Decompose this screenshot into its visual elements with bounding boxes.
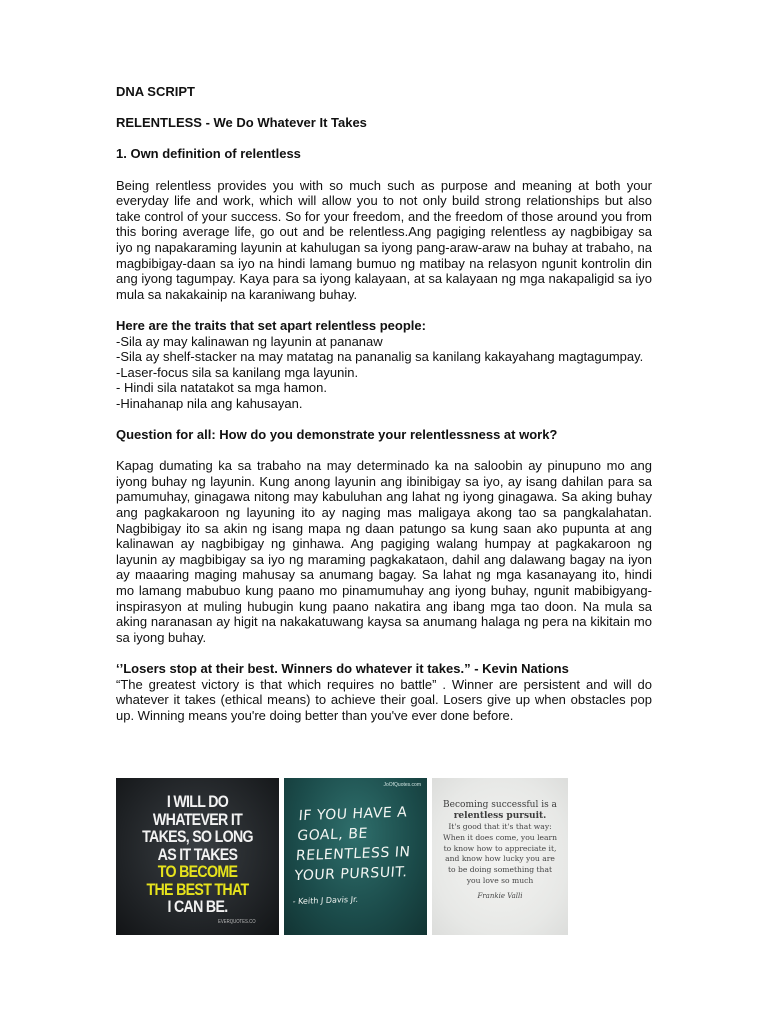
poster-line: YOUR PURSUIT. — [293, 864, 409, 885]
poster-line: RELENTLESS IN — [295, 844, 411, 865]
poster-line-highlight: THE BEST THAT — [146, 880, 249, 899]
poster-line: When it does come, you learn — [442, 832, 558, 842]
poster-line: IF YOU HAVE A — [298, 804, 408, 825]
answer-paragraph: Kapag dumating ka sa trabaho na may determinado ka na saloobin ay pinupuno mo ang iyong buhay ng layunin. Kung anong layunin ang ibinibigay sa iyo, ay isang dahilan para sa pamumuhay, ginagawa nitong may kabuluhan ang lahat ng iyong ginagawa. Sa aking buhay ang pagkakaroon ng layuning ito ay naging mas maligaya akong tao sa pangkalahatan. Nagbibigay ito sa akin ng isang mapa ng daan patungo sa kung saan ako pupunta at ang kalinawan ay nagbibigay ng ginhawa. Ang pagiging walang humpay at pagkakaroon ng layunin ay magbibigay sa iyo ng maraming pagkakataon, dahil ang dalawang bagay na iyon ay maaaring maging mahusay sa anumang bagay. Sa lahat ng mga kasanayang ito, hindi mo lamang mabubuo kung paano mo pinamumuhay ang iyong buhay, ngunit mabibigyang-inspirasyon at muling hubugin kung paano nakatira ang ibang mga tao doon. Na mula sa aking naranasan ay higit na nakakatuwang kaysa sa anumang halaga ng pera na kikitain mo sa iyong buhay. — [116, 458, 652, 645]
poster-author: Frankie Valli — [477, 891, 523, 900]
quote-image-goal — [284, 778, 427, 935]
poster-line: WHATEVER IT — [152, 810, 243, 829]
quote-images-row — [116, 778, 568, 935]
poster-line: I CAN BE. — [167, 898, 228, 916]
poster-line: to know how to appreciate it, — [443, 843, 557, 853]
trait-item: -Laser-focus sila sa kanilang mga layunin. — [116, 364, 359, 380]
document-page — [116, 84, 652, 723]
quote-heading: ‘’Losers stop at their best. Winners do whatever it takes.” - Kevin Nations — [116, 660, 569, 676]
poster-text — [292, 802, 421, 907]
poster-lead-bold: relentless pursuit. — [453, 811, 547, 821]
doc-subtitle: RELENTLESS - We Do Whatever It Takes — [116, 115, 367, 131]
section1-paragraph: Being relentless provides you with so much such as purpose and meaning at both your everyday life and work, which will allow you to not only build strong relationships but also take control of your success. So for your freedom, and the freedom of those around you from this boring average life, go out and be relentless.Ang pagiging relentless ay nagbibigay sa iyo ng napakaraming layunin at kahulugan sa iyong pang-araw-araw na buhay at trabaho, na magbibigay-daan sa iyo na hindi lamang bumuo ng matibay na relasyon ngunit kontrolin din ang iyong tagumpay. Kaya para sa iyong kalayaan, at sa kalayaan ng mga nakapaligid sa iyo mula sa nakakainip na karaniwang buhay. — [116, 177, 652, 302]
poster-line: It's good that it's that way: — [448, 822, 552, 831]
quote-paragraph: “The greatest victory is that which requires no battle” . Winner are persistent and will do whatever it takes (ethical means) to achieve their goal. Losers give up when obstacles pop up. Winning means you're doing better than you've ever done before. — [116, 676, 652, 723]
poster-watermark: JoOfQuotes.com — [383, 782, 421, 788]
trait-item: -Hinahanap nila ang kahusayan. — [116, 395, 303, 411]
quote-image-frankie-valli — [432, 778, 568, 935]
trait-item: -Sila ay shelf-stacker na may matatag na pananalig sa kanilang kakayahang magtagumpay. — [116, 349, 644, 365]
trait-item: -Sila ay may kalinawan ng layunin at pananaw — [116, 333, 383, 349]
poster-line: I WILL DO — [166, 793, 229, 811]
trait-item: - Hindi sila natatakot sa mga hamon. — [116, 380, 327, 396]
traits-list — [116, 334, 652, 412]
poster-line: and know how lucky you are — [445, 854, 555, 864]
poster-text — [139, 794, 255, 926]
poster-line: GOAL, BE — [296, 825, 369, 845]
question-heading: Question for all: How do you demonstrate your relentlessness at work? — [116, 427, 558, 443]
traits-heading: Here are the traits that set apart relentless people: — [116, 317, 426, 333]
poster-line: AS IT TAKES — [157, 845, 238, 864]
poster-signature: - Keith J Davis Jr. — [292, 894, 359, 907]
doc-title: DNA SCRIPT — [116, 84, 195, 99]
poster-line: TAKES, SO LONG — [142, 828, 253, 846]
quote-image-will-do — [116, 778, 279, 935]
poster-text — [440, 800, 560, 902]
poster-line: to be doing something that — [447, 865, 553, 875]
poster-line-highlight: TO BECOME — [157, 863, 238, 881]
poster-line: you love so much — [466, 875, 534, 885]
poster-credit: EVERQUOTES.CO — [218, 918, 256, 925]
poster-lead: Becoming successful is a — [443, 800, 557, 810]
section1-heading: 1. Own definition of relentless — [116, 146, 301, 162]
